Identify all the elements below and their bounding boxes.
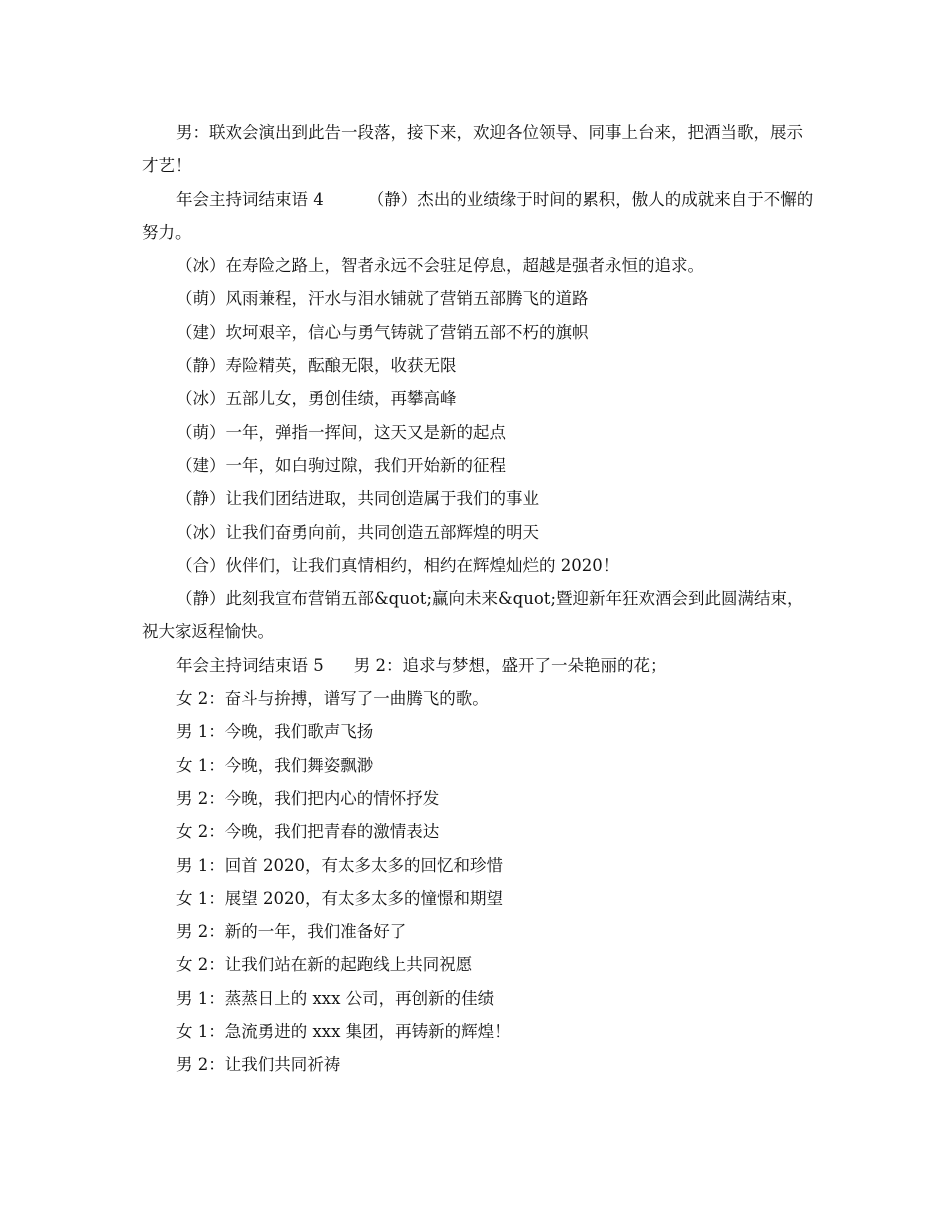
paragraph-text: 男 2：追求与梦想，盛开了一朵艳丽的花； <box>353 655 667 675</box>
section-heading: 年会主持词结束语 4 <box>176 189 324 209</box>
paragraph: （冰）在寿险之路上，智者永远不会驻足停息，超越是强者永恒的追求。 <box>176 256 704 276</box>
paragraph: 男 1：今晚，我们歌声飞扬 <box>176 722 374 742</box>
paragraph: 男：联欢会演出到此告一段落，接下来，欢迎各位领导、同事上台来，把酒当歌，展示才艺！ <box>142 123 803 176</box>
paragraph: 男 1：回首 2020，有太多太多的回忆和珍惜 <box>176 855 503 875</box>
paragraph: 女 2：奋斗与拚搏，谱写了一曲腾飞的歌。 <box>176 689 489 709</box>
paragraph: （冰）五部儿女，勇创佳绩，再攀高峰 <box>176 389 457 409</box>
paragraph: （萌）一年，弹指一挥间，这天又是新的起点 <box>176 422 506 442</box>
paragraph <box>142 649 814 682</box>
paragraph: 男 1：蒸蒸日上的 xxx 公司，再创新的佳绩 <box>176 988 495 1008</box>
paragraph: （静）此刻我宣布营销五部&quot;赢向未来&quot;暨迎新年狂欢酒会到此圆满结束，祝大家返程愉快。 <box>142 589 804 642</box>
paragraph: （萌）风雨兼程，汗水与泪水铺就了营销五部腾飞的道路 <box>176 289 589 309</box>
paragraph: （静）寿险精英，酝酿无限，收获无限 <box>176 356 457 376</box>
paragraph <box>142 183 814 250</box>
paragraph: （冰）让我们奋勇向前，共同创造五部辉煌的明天 <box>176 522 539 542</box>
paragraph: 男 2：新的一年，我们准备好了 <box>176 922 407 942</box>
paragraph: （合）伙伴们，让我们真情相约，相约在辉煌灿烂的 2020！ <box>176 555 620 575</box>
paragraph: 女 1：今晚，我们舞姿飘渺 <box>176 755 374 775</box>
paragraph: 女 1：急流勇进的 xxx 集团，再铸新的辉煌！ <box>176 1022 511 1042</box>
paragraph: 男 2：今晚，我们把内心的情怀抒发 <box>176 788 440 808</box>
paragraph: （静）让我们团结进取，共同创造属于我们的事业 <box>176 489 539 509</box>
paragraph: 女 1：展望 2020，有太多太多的憧憬和期望 <box>176 888 503 908</box>
paragraph-text: （静）杰出的业绩缘于时间的累积，傲人的成就来自于不懈的努力。 <box>142 189 814 242</box>
paragraph: 男 2：让我们共同祈祷 <box>176 1055 341 1075</box>
paragraph: 女 2：让我们站在新的起跑线上共同祝愿 <box>176 955 473 975</box>
section-heading: 年会主持词结束语 5 <box>176 655 324 675</box>
paragraph: （建）坎坷艰辛，信心与勇气铸就了营销五部不朽的旗帜 <box>176 322 589 342</box>
paragraph: （建）一年，如白驹过隙，我们开始新的征程 <box>176 455 506 475</box>
paragraph: 女 2：今晚，我们把青春的激情表达 <box>176 822 440 842</box>
document-body <box>142 116 814 1082</box>
